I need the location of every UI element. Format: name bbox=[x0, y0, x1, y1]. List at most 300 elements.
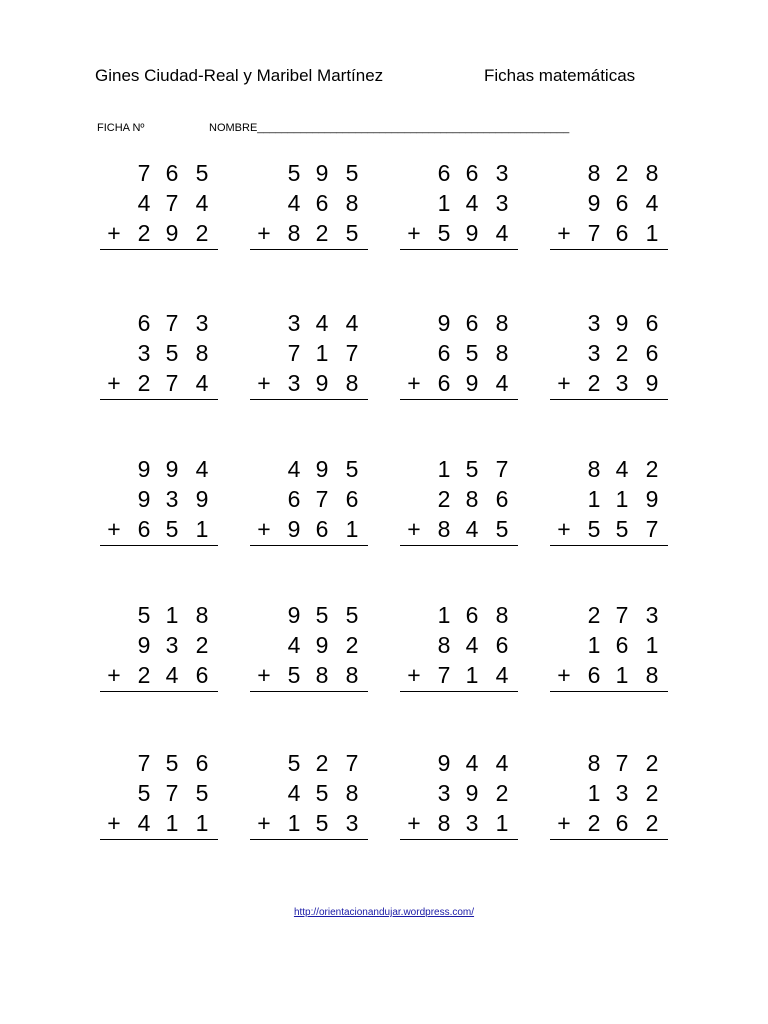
digit: 6 bbox=[137, 310, 151, 336]
addend-row bbox=[400, 600, 518, 630]
plus-sign: + bbox=[107, 662, 121, 688]
digit: 6 bbox=[437, 370, 451, 396]
addend-row-last bbox=[100, 808, 218, 838]
digit: 5 bbox=[137, 602, 151, 628]
digit: 5 bbox=[165, 516, 179, 542]
sum-line bbox=[100, 839, 218, 840]
digit: 1 bbox=[587, 780, 601, 806]
digit: 9 bbox=[587, 190, 601, 216]
digit: 2 bbox=[137, 370, 151, 396]
addend-row-last bbox=[250, 808, 368, 838]
digit: 2 bbox=[195, 220, 209, 246]
digit: 4 bbox=[287, 780, 301, 806]
digit: 4 bbox=[287, 190, 301, 216]
digit: 9 bbox=[437, 310, 451, 336]
digit: 9 bbox=[137, 632, 151, 658]
digit: 4 bbox=[345, 310, 359, 336]
digit: 1 bbox=[195, 516, 209, 542]
digit: 8 bbox=[587, 456, 601, 482]
addend-row bbox=[400, 188, 518, 218]
digit: 3 bbox=[287, 310, 301, 336]
addend-row bbox=[550, 308, 668, 338]
digit: 4 bbox=[165, 662, 179, 688]
addend-row bbox=[250, 308, 368, 338]
digit: 3 bbox=[137, 340, 151, 366]
digit: 7 bbox=[495, 456, 509, 482]
addend-row bbox=[250, 484, 368, 514]
digit: 3 bbox=[195, 310, 209, 336]
digit: 6 bbox=[645, 310, 659, 336]
addition-problem bbox=[550, 600, 668, 700]
addend-row bbox=[100, 484, 218, 514]
digit: 8 bbox=[495, 310, 509, 336]
digit: 4 bbox=[615, 456, 629, 482]
digit: 9 bbox=[615, 310, 629, 336]
digit: 1 bbox=[587, 486, 601, 512]
plus-sign: + bbox=[557, 370, 571, 396]
digit: 2 bbox=[645, 750, 659, 776]
digit: 7 bbox=[287, 340, 301, 366]
digit: 6 bbox=[465, 602, 479, 628]
digit: 7 bbox=[587, 220, 601, 246]
addition-problem bbox=[400, 600, 518, 700]
addend-row bbox=[550, 600, 668, 630]
addition-problem bbox=[400, 748, 518, 848]
digit: 5 bbox=[615, 516, 629, 542]
addend-row bbox=[250, 338, 368, 368]
sum-line bbox=[100, 545, 218, 546]
digit: 5 bbox=[587, 516, 601, 542]
digit: 2 bbox=[645, 810, 659, 836]
digit: 1 bbox=[195, 810, 209, 836]
addend-row-last bbox=[100, 660, 218, 690]
addend-row bbox=[100, 778, 218, 808]
addend-row bbox=[100, 188, 218, 218]
digit: 7 bbox=[645, 516, 659, 542]
digit: 6 bbox=[465, 160, 479, 186]
addition-problem bbox=[550, 308, 668, 408]
digit: 4 bbox=[495, 662, 509, 688]
digit: 8 bbox=[645, 662, 659, 688]
digit: 9 bbox=[465, 780, 479, 806]
digit: 8 bbox=[345, 662, 359, 688]
addend-row bbox=[250, 630, 368, 660]
digit: 1 bbox=[165, 810, 179, 836]
addend-row-last bbox=[400, 660, 518, 690]
digit: 7 bbox=[345, 340, 359, 366]
plus-sign: + bbox=[257, 810, 271, 836]
digit: 8 bbox=[287, 220, 301, 246]
plus-sign: + bbox=[407, 516, 421, 542]
digit: 3 bbox=[587, 340, 601, 366]
subject-heading: Fichas matemáticas bbox=[484, 66, 636, 85]
digit: 1 bbox=[165, 602, 179, 628]
digit: 3 bbox=[495, 190, 509, 216]
digit: 8 bbox=[437, 516, 451, 542]
sum-line bbox=[100, 691, 218, 692]
addend-row bbox=[100, 630, 218, 660]
digit: 1 bbox=[465, 662, 479, 688]
digit: 1 bbox=[615, 486, 629, 512]
addend-row bbox=[100, 158, 218, 188]
addend-row bbox=[250, 188, 368, 218]
digit: 4 bbox=[495, 750, 509, 776]
digit: 3 bbox=[465, 810, 479, 836]
digit: 6 bbox=[287, 486, 301, 512]
digit: 7 bbox=[165, 310, 179, 336]
digit: 1 bbox=[587, 632, 601, 658]
addend-row bbox=[400, 748, 518, 778]
digit: 2 bbox=[315, 220, 329, 246]
digit: 3 bbox=[165, 632, 179, 658]
digit: 4 bbox=[315, 310, 329, 336]
digit: 6 bbox=[195, 662, 209, 688]
digit: 3 bbox=[287, 370, 301, 396]
digit: 6 bbox=[437, 160, 451, 186]
digit: 3 bbox=[645, 602, 659, 628]
digit: 1 bbox=[645, 632, 659, 658]
digit: 2 bbox=[437, 486, 451, 512]
addition-problem bbox=[250, 600, 368, 700]
plus-sign: + bbox=[107, 220, 121, 246]
addend-row bbox=[400, 778, 518, 808]
digit: 7 bbox=[165, 370, 179, 396]
digit: 8 bbox=[195, 602, 209, 628]
addend-row bbox=[550, 484, 668, 514]
digit: 9 bbox=[287, 516, 301, 542]
addition-problem bbox=[550, 454, 668, 554]
addend-row bbox=[400, 484, 518, 514]
digit: 6 bbox=[195, 750, 209, 776]
digit: 2 bbox=[587, 602, 601, 628]
digit: 4 bbox=[465, 750, 479, 776]
addend-row-last bbox=[250, 514, 368, 544]
digit: 1 bbox=[437, 602, 451, 628]
digit: 4 bbox=[465, 516, 479, 542]
digit: 2 bbox=[137, 220, 151, 246]
sum-line bbox=[100, 249, 218, 250]
sum-line bbox=[400, 249, 518, 250]
authors-heading: Gines Ciudad-Real y Maribel Martínez bbox=[95, 66, 384, 85]
digit: 2 bbox=[645, 780, 659, 806]
digit: 6 bbox=[495, 632, 509, 658]
digit: 7 bbox=[315, 486, 329, 512]
digit: 5 bbox=[345, 456, 359, 482]
digit: 1 bbox=[345, 516, 359, 542]
addend-row bbox=[400, 158, 518, 188]
sum-line bbox=[400, 545, 518, 546]
sum-line bbox=[550, 691, 668, 692]
addition-problem bbox=[100, 454, 218, 554]
digit: 8 bbox=[437, 810, 451, 836]
plus-sign: + bbox=[107, 516, 121, 542]
digit: 2 bbox=[345, 632, 359, 658]
digit: 5 bbox=[287, 160, 301, 186]
digit: 7 bbox=[615, 750, 629, 776]
plus-sign: + bbox=[557, 810, 571, 836]
plus-sign: + bbox=[407, 662, 421, 688]
plus-sign: + bbox=[107, 370, 121, 396]
digit: 9 bbox=[465, 370, 479, 396]
addend-row-last bbox=[400, 808, 518, 838]
digit: 1 bbox=[495, 810, 509, 836]
digit: 2 bbox=[137, 662, 151, 688]
digit: 8 bbox=[345, 780, 359, 806]
ficha-number-label: FICHA Nº bbox=[97, 122, 145, 134]
sum-line bbox=[250, 545, 368, 546]
addend-row-last bbox=[400, 514, 518, 544]
addition-problem bbox=[400, 454, 518, 554]
addition-problem bbox=[100, 748, 218, 848]
addend-row bbox=[100, 454, 218, 484]
sum-line bbox=[100, 399, 218, 400]
sum-line bbox=[550, 399, 668, 400]
digit: 6 bbox=[165, 160, 179, 186]
digit: 1 bbox=[287, 810, 301, 836]
addition-problem bbox=[250, 158, 368, 258]
digit: 9 bbox=[195, 486, 209, 512]
digit: 6 bbox=[437, 340, 451, 366]
digit: 3 bbox=[587, 310, 601, 336]
addend-row bbox=[550, 778, 668, 808]
digit: 6 bbox=[645, 340, 659, 366]
sum-line bbox=[550, 249, 668, 250]
digit: 1 bbox=[315, 340, 329, 366]
digit: 5 bbox=[345, 160, 359, 186]
digit: 6 bbox=[615, 190, 629, 216]
addition-problem bbox=[400, 308, 518, 408]
digit: 9 bbox=[645, 370, 659, 396]
digit: 6 bbox=[315, 190, 329, 216]
digit: 2 bbox=[645, 456, 659, 482]
digit: 5 bbox=[165, 340, 179, 366]
digit: 2 bbox=[615, 340, 629, 366]
digit: 5 bbox=[315, 780, 329, 806]
digit: 4 bbox=[495, 370, 509, 396]
plus-sign: + bbox=[557, 516, 571, 542]
addend-row bbox=[100, 338, 218, 368]
digit: 6 bbox=[315, 516, 329, 542]
digit: 5 bbox=[345, 602, 359, 628]
digit: 7 bbox=[165, 780, 179, 806]
addition-problem bbox=[100, 308, 218, 408]
digit: 8 bbox=[587, 160, 601, 186]
addend-row-last bbox=[550, 808, 668, 838]
digit: 8 bbox=[495, 602, 509, 628]
sum-line bbox=[250, 249, 368, 250]
addend-row-last bbox=[550, 514, 668, 544]
digit: 3 bbox=[615, 370, 629, 396]
addend-row-last bbox=[250, 218, 368, 248]
plus-sign: + bbox=[407, 370, 421, 396]
digit: 9 bbox=[137, 456, 151, 482]
digit: 8 bbox=[587, 750, 601, 776]
digit: 8 bbox=[345, 190, 359, 216]
plus-sign: + bbox=[257, 220, 271, 246]
addition-problem bbox=[400, 158, 518, 258]
sum-line bbox=[250, 691, 368, 692]
addend-row bbox=[400, 338, 518, 368]
digit: 1 bbox=[437, 456, 451, 482]
digit: 6 bbox=[587, 662, 601, 688]
plus-sign: + bbox=[407, 220, 421, 246]
digit: 8 bbox=[345, 370, 359, 396]
addend-row bbox=[250, 748, 368, 778]
digit: 4 bbox=[195, 456, 209, 482]
digit: 2 bbox=[587, 370, 601, 396]
digit: 7 bbox=[615, 602, 629, 628]
digit: 5 bbox=[287, 662, 301, 688]
addend-row bbox=[250, 158, 368, 188]
digit: 9 bbox=[165, 220, 179, 246]
digit: 5 bbox=[195, 160, 209, 186]
addend-row bbox=[550, 158, 668, 188]
addend-row-last bbox=[100, 514, 218, 544]
digit: 9 bbox=[645, 486, 659, 512]
sum-line bbox=[400, 691, 518, 692]
digit: 4 bbox=[465, 632, 479, 658]
digit: 1 bbox=[645, 220, 659, 246]
digit: 2 bbox=[195, 632, 209, 658]
digit: 9 bbox=[137, 486, 151, 512]
addition-problem bbox=[100, 158, 218, 258]
digit: 9 bbox=[465, 220, 479, 246]
digit: 4 bbox=[287, 456, 301, 482]
addition-problem bbox=[250, 308, 368, 408]
sum-line bbox=[400, 839, 518, 840]
addend-row bbox=[250, 778, 368, 808]
addend-row bbox=[400, 308, 518, 338]
digit: 7 bbox=[345, 750, 359, 776]
digit: 2 bbox=[587, 810, 601, 836]
digit: 7 bbox=[165, 190, 179, 216]
addend-row bbox=[550, 630, 668, 660]
addition-problem bbox=[550, 748, 668, 848]
digit: 6 bbox=[465, 310, 479, 336]
digit: 5 bbox=[465, 340, 479, 366]
addend-row-last bbox=[250, 368, 368, 398]
digit: 9 bbox=[437, 750, 451, 776]
digit: 6 bbox=[345, 486, 359, 512]
digit: 9 bbox=[315, 456, 329, 482]
addend-row bbox=[250, 454, 368, 484]
digit: 8 bbox=[437, 632, 451, 658]
plus-sign: + bbox=[557, 662, 571, 688]
addend-row bbox=[100, 308, 218, 338]
digit: 6 bbox=[615, 632, 629, 658]
addend-row bbox=[400, 630, 518, 660]
sum-line bbox=[250, 399, 368, 400]
plus-sign: + bbox=[107, 810, 121, 836]
digit: 9 bbox=[315, 160, 329, 186]
addend-row-last bbox=[400, 218, 518, 248]
addition-problem bbox=[100, 600, 218, 700]
digit: 4 bbox=[287, 632, 301, 658]
digit: 5 bbox=[465, 456, 479, 482]
digit: 6 bbox=[615, 220, 629, 246]
digit: 5 bbox=[495, 516, 509, 542]
addend-row-last bbox=[550, 368, 668, 398]
name-field-label: NOMBRE___________________________________________________ bbox=[209, 122, 570, 134]
digit: 7 bbox=[437, 662, 451, 688]
digit: 2 bbox=[495, 780, 509, 806]
digit: 5 bbox=[195, 780, 209, 806]
digit: 4 bbox=[195, 370, 209, 396]
digit: 6 bbox=[615, 810, 629, 836]
digit: 8 bbox=[645, 160, 659, 186]
digit: 5 bbox=[315, 810, 329, 836]
plus-sign: + bbox=[257, 370, 271, 396]
digit: 9 bbox=[165, 456, 179, 482]
digit: 8 bbox=[315, 662, 329, 688]
addition-problem bbox=[550, 158, 668, 258]
digit: 4 bbox=[195, 190, 209, 216]
digit: 3 bbox=[165, 486, 179, 512]
digit: 4 bbox=[137, 190, 151, 216]
addend-row-last bbox=[100, 368, 218, 398]
digit: 3 bbox=[345, 810, 359, 836]
digit: 5 bbox=[287, 750, 301, 776]
addend-row-last bbox=[400, 368, 518, 398]
digit: 8 bbox=[195, 340, 209, 366]
digit: 4 bbox=[645, 190, 659, 216]
addition-problem bbox=[250, 748, 368, 848]
digit: 5 bbox=[315, 602, 329, 628]
addend-row-last bbox=[100, 218, 218, 248]
sum-line bbox=[550, 545, 668, 546]
addend-row bbox=[550, 454, 668, 484]
digit: 5 bbox=[137, 780, 151, 806]
addend-row-last bbox=[250, 660, 368, 690]
digit: 9 bbox=[315, 370, 329, 396]
digit: 4 bbox=[137, 810, 151, 836]
digit: 6 bbox=[495, 486, 509, 512]
sum-line bbox=[550, 839, 668, 840]
addend-row-last bbox=[550, 218, 668, 248]
addend-row bbox=[550, 748, 668, 778]
digit: 4 bbox=[495, 220, 509, 246]
digit: 7 bbox=[137, 750, 151, 776]
digit: 5 bbox=[437, 220, 451, 246]
digit: 2 bbox=[615, 160, 629, 186]
addition-problem bbox=[250, 454, 368, 554]
digit: 6 bbox=[137, 516, 151, 542]
digit: 7 bbox=[137, 160, 151, 186]
digit: 8 bbox=[495, 340, 509, 366]
addend-row-last bbox=[550, 660, 668, 690]
digit: 3 bbox=[495, 160, 509, 186]
addend-row bbox=[400, 454, 518, 484]
footer-website-link[interactable]: http://orientacionandujar.wordpress.com/ bbox=[293, 907, 475, 918]
addend-row bbox=[550, 188, 668, 218]
plus-sign: + bbox=[257, 516, 271, 542]
digit: 4 bbox=[465, 190, 479, 216]
digit: 2 bbox=[315, 750, 329, 776]
addend-row bbox=[100, 600, 218, 630]
digit: 3 bbox=[437, 780, 451, 806]
digit: 1 bbox=[437, 190, 451, 216]
plus-sign: + bbox=[407, 810, 421, 836]
digit: 9 bbox=[315, 632, 329, 658]
plus-sign: + bbox=[557, 220, 571, 246]
digit: 5 bbox=[345, 220, 359, 246]
digit: 1 bbox=[615, 662, 629, 688]
digit: 9 bbox=[287, 602, 301, 628]
sum-line bbox=[400, 399, 518, 400]
addend-row bbox=[250, 600, 368, 630]
digit: 5 bbox=[165, 750, 179, 776]
digit: 8 bbox=[465, 486, 479, 512]
